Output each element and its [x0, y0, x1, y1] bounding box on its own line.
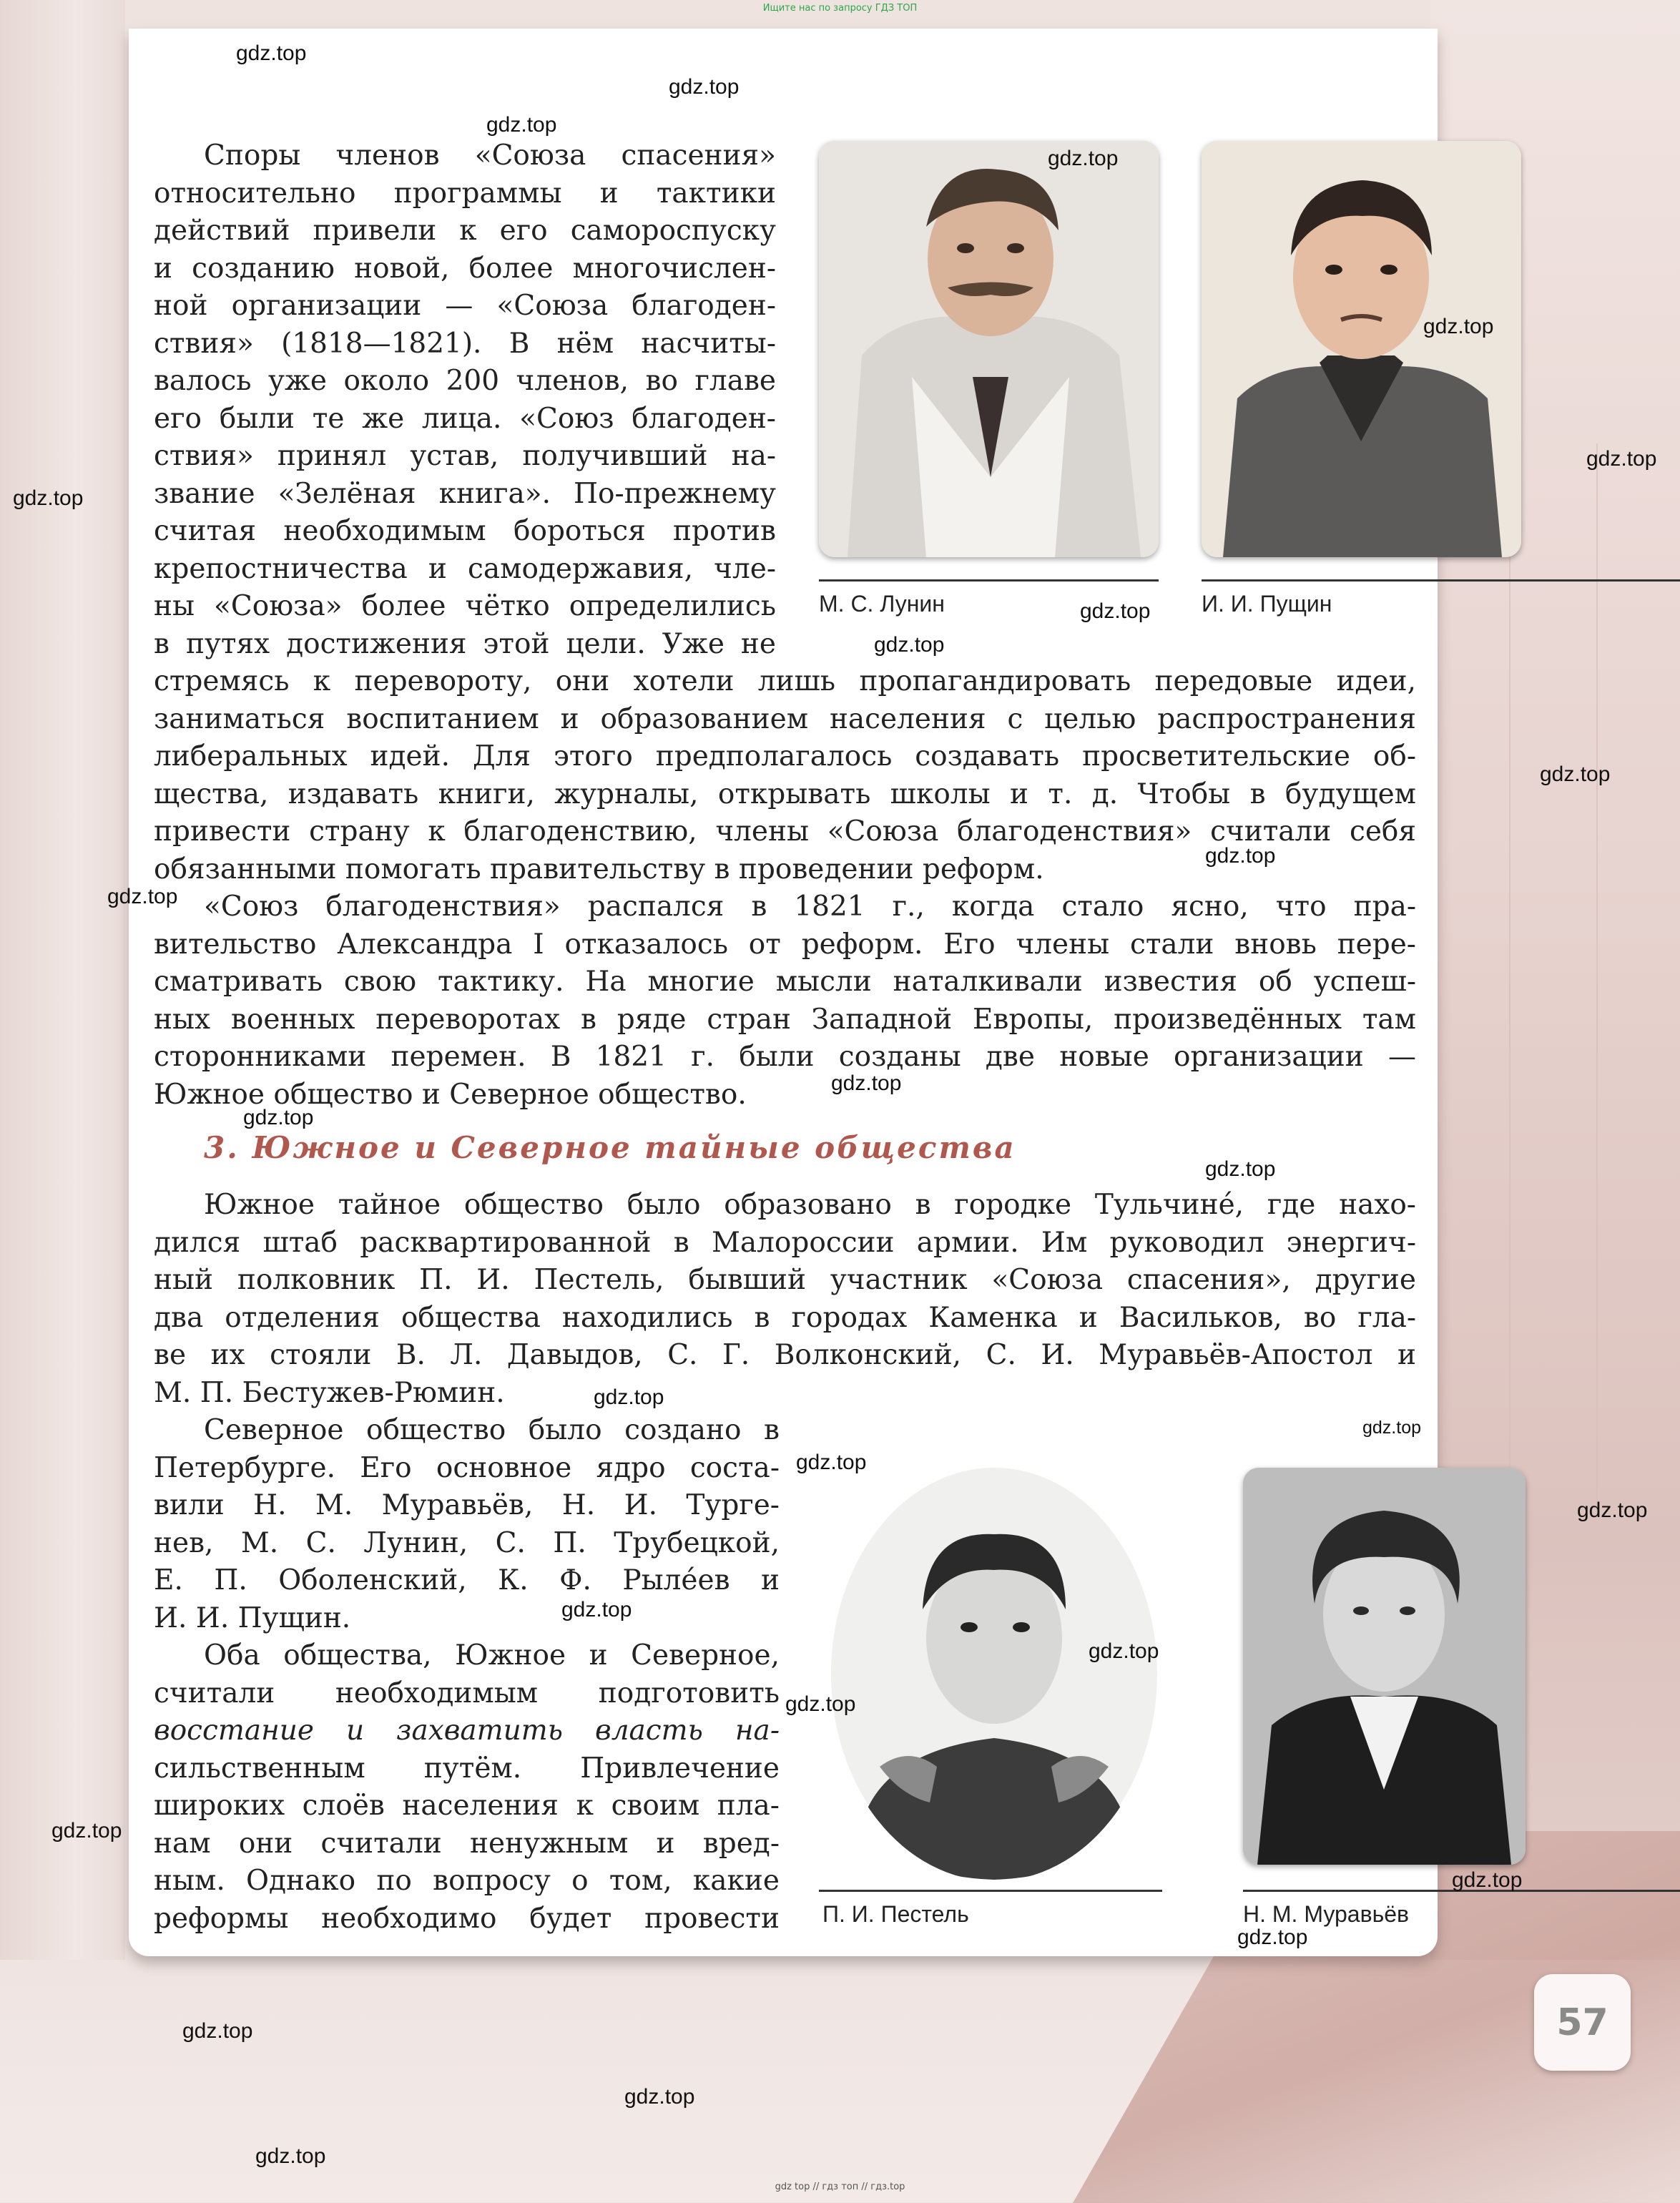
watermark: gdz.top — [1362, 1418, 1422, 1438]
text-line: ной организации — «Союза благоден- — [154, 290, 776, 322]
text-line: считая необходимым бороться против — [154, 515, 776, 547]
portrait-muravyov — [1243, 1468, 1526, 1865]
text-line: Южное тайное общество было образовано в городке Тульчинé, где нахо- — [204, 1189, 1416, 1221]
text-line: восстание и захватить власть на- — [154, 1714, 780, 1747]
text-line: Южное общество и Северное общество. — [154, 1078, 747, 1111]
watermark: gdz.top — [236, 41, 307, 65]
watermark: gdz.top — [669, 75, 740, 99]
text-line: вительство Александра I отказалось от реформ. Его члены стали вновь пере- — [154, 928, 1416, 961]
text-line: считали необходимым подготовить — [154, 1677, 780, 1709]
text-line: ным. Однако по вопросу о том, какие — [154, 1865, 780, 1897]
text-line: относительно программы и тактики — [154, 177, 776, 210]
watermark: gdz.top — [874, 633, 945, 657]
caption-pestel: П. И. Пестель — [822, 1901, 969, 1927]
watermark: gdz.top — [1540, 762, 1611, 786]
watermark: gdz.top — [1205, 1157, 1276, 1181]
paragraph-4 — [154, 1412, 780, 1637]
text-line: Споры членов «Союза спасения» — [204, 139, 776, 172]
text-line: щества, издавать книги, журналы, открывать школы и т. д. Чтобы в будущем — [154, 777, 1416, 810]
text-line: ствия» принял устав, получивший на- — [154, 440, 776, 472]
text-line: два отделения общества находились в городах Каменка и Васильков, во гла- — [154, 1301, 1416, 1334]
text-line: нев, М. С. Лунин, С. П. Трубецкой, — [154, 1526, 780, 1559]
text-line: нам они считали ненужным и вред- — [154, 1827, 780, 1860]
watermark: gdz.top — [182, 2019, 253, 2043]
header-note: Ищите нас по запросу ГДЗ ТОП — [762, 3, 918, 14]
text-line: обязанными помогать правительству в проведении реформ. — [154, 853, 1044, 885]
watermark: gdz.top — [1237, 1925, 1308, 1949]
text-line: Северное общество было создано в — [204, 1414, 780, 1446]
caption-muravyov: Н. М. Муравьёв — [1243, 1901, 1410, 1927]
watermark: gdz.top — [1048, 147, 1119, 170]
text-line: Оба общества, Южное и Северное, — [204, 1639, 780, 1672]
paragraph-3 — [154, 1187, 1416, 1412]
text-line: ный полковник П. И. Пестель, бывший участник «Союза спасения», другие — [154, 1264, 1416, 1296]
text-line: в путях достижения этой цели. Уже не — [154, 627, 776, 660]
watermark: gdz.top — [13, 486, 84, 510]
text-line: «Союз благоденствия» распался в 1821 г., когда стало ясно, что пра- — [204, 890, 1416, 923]
text-line: ствия» (1818—1821). В нём насчиты- — [154, 327, 776, 360]
text-line: крепостничества и самодержавия, чле- — [154, 552, 776, 585]
text-line: сильственным путём. Привлечение — [154, 1752, 780, 1785]
section-heading: 3. Южное и Северное тайные общества — [204, 1130, 1016, 1165]
text-line: вили Н. М. Муравьёв, Н. И. Турге- — [154, 1489, 780, 1521]
portrait-pestel — [830, 1466, 1159, 1881]
text-line: И. И. Пущин. — [154, 1601, 351, 1634]
watermark: gdz.top — [624, 2085, 695, 2109]
text-line: звание «Зелёная книга». По-прежнему — [154, 477, 776, 510]
text-line: сторонниками перемен. В 1821 г. были созданы две новые организации — — [154, 1041, 1416, 1073]
watermark: gdz.top — [486, 113, 557, 137]
paragraph-2 — [154, 888, 1416, 1114]
footer-note: gdz top // гдз топ // гдз.top — [775, 2182, 905, 2192]
watermark: gdz.top — [831, 1071, 902, 1095]
text-line: стремясь к перевороту, они хотели лишь пропагандировать передовые идеи, — [154, 665, 1416, 697]
portrait-pushchin — [1202, 141, 1521, 557]
page-number: 57 — [1534, 1974, 1631, 2071]
decorative-tower-illustration — [1509, 443, 1598, 1516]
caption-lunin: М. С. Лунин — [819, 591, 945, 617]
watermark: gdz.top — [561, 1598, 632, 1621]
text-line: широких слоёв населения к своим пла- — [154, 1790, 780, 1822]
watermark: gdz.top — [796, 1451, 867, 1474]
watermark: gdz.top — [255, 2144, 326, 2168]
text-line: его были те же лица. «Союз благоден- — [154, 402, 776, 435]
text-line: Е. П. Оболенский, К. Ф. Рылéев и — [154, 1564, 780, 1596]
paragraph-1-narrow — [154, 137, 776, 663]
text-line: ве их стояли В. Л. Давыдов, С. Г. Волконский, С. И. Муравьёв-Апостол и — [154, 1339, 1416, 1371]
text-line: действий привели к его самороспуску — [154, 215, 776, 247]
text-line: Петербурге. Его основное ядро соста- — [154, 1451, 780, 1484]
text-line: реформы необходимо будет провести — [154, 1902, 780, 1935]
text-line: либеральных идей. Для этого предполагалось создавать просветительские об- — [154, 740, 1416, 772]
text-line: М. П. Бестужев-Рюмин. — [154, 1376, 505, 1409]
text-line: привести страну к благоденствию, члены «Союза благоденствия» считали себя — [154, 815, 1416, 848]
watermark: gdz.top — [107, 885, 178, 908]
text-line: валось уже около 200 членов, во главе — [154, 365, 776, 397]
watermark: gdz.top — [51, 1819, 122, 1843]
watermark: gdz.top — [243, 1106, 314, 1129]
caption-rule-lunin — [819, 579, 1159, 582]
watermark: gdz.top — [1089, 1639, 1159, 1663]
page-left-margin — [0, 0, 125, 2202]
text-line: заниматься воспитанием и образованием населения с целью распространения — [154, 702, 1416, 735]
text-line: ны «Союза» более чётко определились — [154, 590, 776, 622]
watermark: gdz.top — [1080, 599, 1151, 623]
watermark: gdz.top — [1423, 315, 1494, 338]
watermark: gdz.top — [594, 1385, 664, 1409]
paragraph-5 — [154, 1637, 780, 1938]
watermark: gdz.top — [1577, 1498, 1648, 1522]
text-line: и созданию новой, более многочислен- — [154, 252, 776, 285]
watermark: gdz.top — [1586, 447, 1657, 471]
text-line: сматривать свою тактику. На многие мысли наталкивали известия об успеш- — [154, 966, 1416, 998]
watermark: gdz.top — [1452, 1868, 1523, 1892]
watermark: gdz.top — [785, 1692, 856, 1716]
text-line: дился штаб расквартированной в Малороссии армии. Им руководил энергич- — [154, 1226, 1416, 1259]
portrait-lunin — [819, 141, 1159, 557]
caption-rule-pestel — [819, 1890, 1162, 1892]
text-line: ных военных переворотах в ряде стран Западной Европы, произведённых там — [154, 1003, 1416, 1036]
caption-rule-pushchin — [1202, 579, 1680, 582]
caption-pushchin: И. И. Пущин — [1202, 591, 1332, 617]
watermark: gdz.top — [1205, 844, 1276, 868]
